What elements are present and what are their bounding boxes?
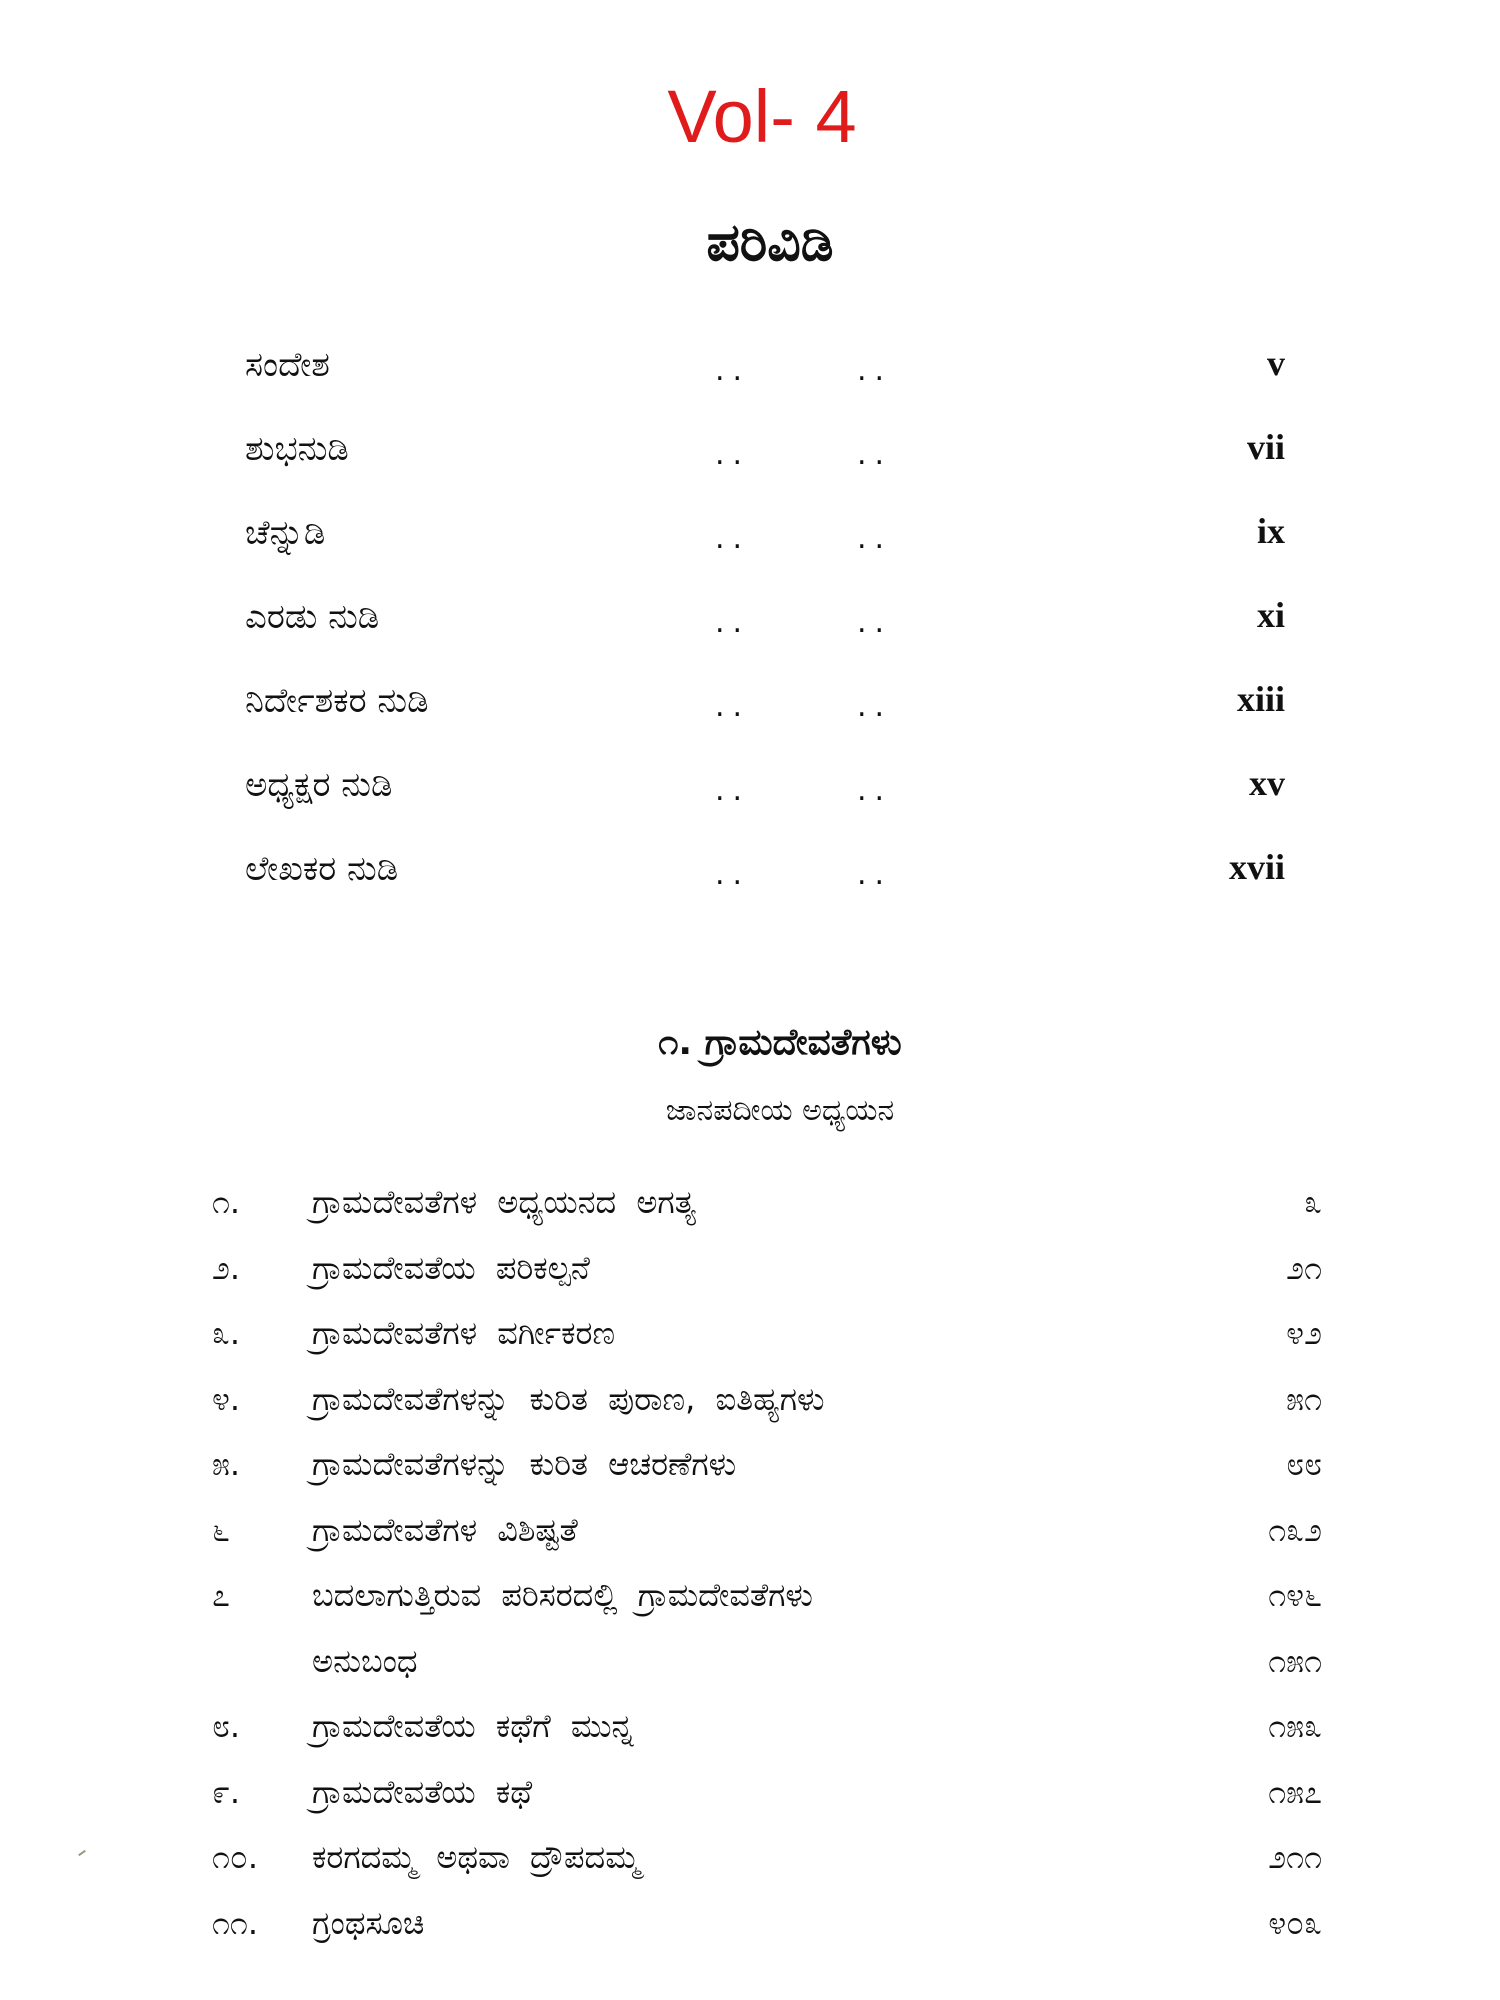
front-matter-label: ಅಧ್ಯಕ್ಷರ ನುಡಿ (245, 765, 393, 805)
toc-number: ೧೧. (212, 1903, 259, 1942)
toc-number: ೯. (212, 1772, 241, 1811)
toc-page: ೪೨ (1286, 1314, 1322, 1352)
toc-row (212, 1170, 1322, 1236)
front-matter-page: ix (1256, 511, 1285, 551)
toc-page: ೧೫೧ (1268, 1641, 1322, 1680)
toc-title: ಗ್ರಾಮದೇವತೆಯ ಪರಿಕಲ್ಪನೆ (312, 1248, 590, 1287)
toc-page: ೮೮ (1286, 1445, 1322, 1483)
front-matter-page: vii (1246, 427, 1285, 467)
front-matter-row (245, 755, 1285, 839)
toc-title: ಅನುಬಂಧ (312, 1641, 418, 1680)
scan-speck (78, 1850, 86, 1856)
front-matter-row (245, 587, 1285, 671)
front-matter-row (245, 671, 1285, 755)
toc-page: ೧೩೨ (1268, 1510, 1322, 1549)
leader-dots: .. (857, 857, 893, 892)
leader-dots: .. (857, 437, 893, 472)
toc-title: ಗ್ರಾಮದೇವತೆಯ ಕಥೆ (312, 1772, 533, 1811)
leader-dots: .. (857, 689, 893, 724)
front-matter-label: ಶುಭನುಡಿ (245, 429, 349, 469)
toc-title: ಗ್ರಾಮದೇವತೆಗಳ ವರ್ಗೀಕರಣ (312, 1314, 616, 1352)
toc-number: ೮. (212, 1707, 241, 1745)
front-matter-label: ಲೇಖಕರ ನುಡಿ (245, 849, 399, 889)
toc-page: ೫೧ (1286, 1379, 1322, 1418)
toc-row (212, 1825, 1322, 1891)
leader-dots: .. (715, 773, 751, 808)
leader-dots: .. (715, 353, 751, 388)
toc-number: ೧೦. (212, 1838, 259, 1876)
toc-number: ೨. (212, 1248, 241, 1287)
front-matter-label: ನಿರ್ದೇಶಕರ ನುಡಿ (245, 681, 429, 721)
toc-row (212, 1367, 1322, 1433)
front-matter-label: ಚೆನ್ನುಡಿ (245, 513, 326, 553)
toc-title: ಗ್ರಾಮದೇವತೆಗಳ ವಿಶಿಷ್ಟತೆ (312, 1510, 578, 1549)
toc-row (212, 1236, 1322, 1302)
front-matter-page: xi (1256, 595, 1285, 635)
chapter-subtitle: ಜಾನಪದೀಯ ಅಧ್ಯಯನ (665, 1093, 895, 1128)
toc-page: ೨೧೧ (1268, 1838, 1322, 1876)
toc-page: ೧೫೭ (1268, 1772, 1322, 1811)
toc-number: ೭ (212, 1576, 230, 1614)
leader-dots: .. (715, 857, 751, 892)
leader-dots: .. (857, 521, 893, 556)
toc-number: ೪. (212, 1379, 241, 1418)
front-matter-page: xiii (1236, 679, 1285, 719)
toc-page: ೪೦೩ (1268, 1903, 1322, 1942)
toc-number: ೧. (212, 1183, 241, 1221)
chapter-title: ೧. ಗ್ರಾಮದೇವತೆಗಳು (658, 1022, 902, 1063)
toc-title: ಕರಗದಮ್ಮ ಅಥವಾ ದ್ರೌಪದಮ್ಮ (312, 1838, 640, 1876)
front-matter-list (245, 335, 1285, 923)
toc-number: ೫. (212, 1445, 241, 1483)
front-matter-row (245, 503, 1285, 587)
front-matter-page: xv (1249, 763, 1285, 803)
toc-row (212, 1563, 1322, 1629)
toc-title: ಬದಲಾಗುತ್ತಿರುವ ಪರಿಸರದಲ್ಲಿ ಗ್ರಾಮದೇವತೆಗಳು (312, 1576, 813, 1614)
leader-dots: .. (715, 437, 751, 472)
leader-dots: .. (857, 773, 893, 808)
leader-dots: .. (857, 605, 893, 640)
toc-row (212, 1760, 1322, 1826)
toc-page: ೩ (1304, 1183, 1322, 1221)
toc-row (212, 1432, 1322, 1498)
front-matter-page: v (1267, 343, 1285, 383)
contents-title: ಪರಿವಿಡಿ (706, 213, 834, 273)
volume-label: Vol- 4 (667, 75, 857, 158)
toc-title: ಗ್ರಂಥಸೂಚಿ (312, 1903, 425, 1942)
toc-title: ಗ್ರಾಮದೇವತೆಗಳನ್ನು ಕುರಿತ ಪುರಾಣ, ಐತಿಹ್ಯಗಳು (312, 1379, 825, 1418)
toc-title: ಗ್ರಾಮದೇವತೆಯ ಕಥೆಗೆ ಮುನ್ನ (312, 1707, 634, 1745)
leader-dots: .. (715, 605, 751, 640)
front-matter-row (245, 839, 1285, 923)
toc-row (212, 1694, 1322, 1760)
toc-number: ೩. (212, 1314, 241, 1352)
toc-number: ೬ (212, 1510, 230, 1549)
toc-title: ಗ್ರಾಮದೇವತೆಗಳನ್ನು ಕುರಿತ ಆಚರಣೆಗಳು (312, 1445, 737, 1483)
leader-dots: .. (715, 521, 751, 556)
chapter-contents-list (212, 1170, 1322, 1956)
toc-title: ಗ್ರಾಮದೇವತೆಗಳ ಅಧ್ಯಯನದ ಅಗತ್ಯ (312, 1183, 697, 1221)
toc-page: ೧೫೩ (1268, 1707, 1322, 1745)
toc-page: ೨೧ (1286, 1248, 1322, 1287)
toc-row (212, 1301, 1322, 1367)
front-matter-page: xvii (1228, 847, 1285, 887)
toc-row (212, 1498, 1322, 1564)
leader-dots: .. (857, 353, 893, 388)
front-matter-row (245, 419, 1285, 503)
front-matter-label: ಸಂದೇಶ (245, 345, 330, 385)
toc-row (212, 1891, 1322, 1957)
toc-page: ೧೪೬ (1268, 1576, 1322, 1614)
front-matter-row (245, 335, 1285, 419)
toc-row (212, 1629, 1322, 1695)
front-matter-label: ಎರಡು ನುಡಿ (245, 597, 380, 637)
leader-dots: .. (715, 689, 751, 724)
